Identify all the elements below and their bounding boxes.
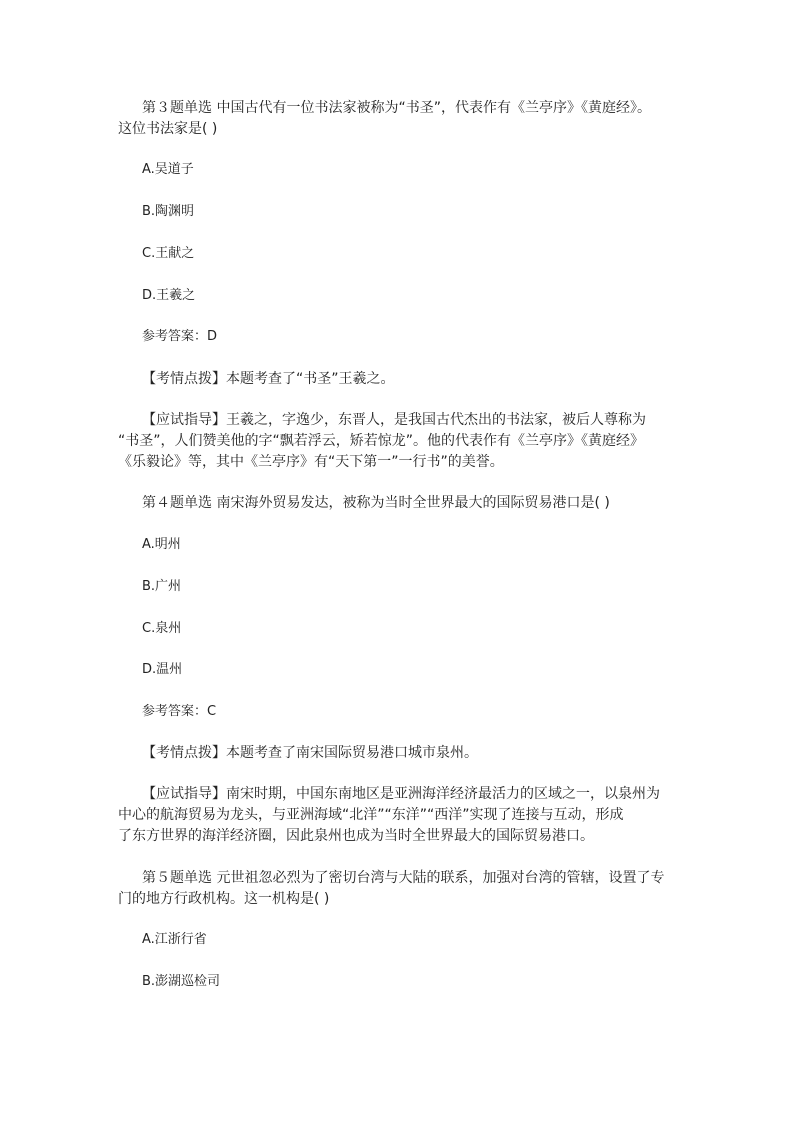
- question-4-guide-line-1: 【应试指导】南宋时期，中国东南地区是亚洲海洋经济最活力的区域之一，以泉州为: [142, 786, 660, 802]
- question-3-guide-line-1: 【应试指导】王羲之，字逸少，东晋人，是我国古代杰出的书法家，被后人尊称为: [142, 412, 646, 428]
- question-4-answer: 参考答案：C: [142, 704, 217, 719]
- question-4-guide-line-3: 了东方世界的海洋经济圈，因此泉州也成为当时全世界最大的国际贸易港口。: [118, 828, 594, 844]
- question-4-option-c: C.泉州: [142, 621, 182, 636]
- question-3-stem-line-2: 这位书法家是( ): [118, 121, 218, 137]
- question-3-guide-line-3: 《乐毅论》等，其中《兰亭序》有“天下第一”一行书”的美誉。: [118, 454, 504, 470]
- question-5-stem-line-1: 第５题单选 元世祖忽必烈为了密切台湾与大陆的联系，加强对台湾的管辖，设置了专: [142, 870, 665, 886]
- question-3-answer: 参考答案：D: [142, 329, 218, 344]
- question-3-guide-line-2: “书圣”，人们赞美他的字“飘若浮云，矫若惊龙”。他的代表作有《兰亭序》《黄庭经》: [118, 433, 645, 449]
- question-4-stem-line-1: 第４题单选 南宋海外贸易发达，被称为当时全世界最大的国际贸易港口是( ): [142, 495, 610, 511]
- question-3-stem-line-1: 第３题单选 中国古代有一位书法家被称为“书圣”，代表作有《兰亭序》《黄庭经》。: [142, 100, 651, 116]
- question-5-stem-line-2: 门的地方行政机构。这一机构是( ): [118, 891, 330, 907]
- question-5-option-a: A.江浙行省: [142, 932, 207, 947]
- question-3-option-d: D.王羲之: [142, 288, 196, 303]
- question-3-exam-point: 【考情点拨】本题考查了“书圣”王羲之。: [142, 371, 395, 387]
- question-4-option-a: A.明州: [142, 537, 181, 552]
- question-4-option-d: D.温州: [142, 662, 183, 677]
- question-4-option-b: B.广州: [142, 579, 182, 594]
- question-3-option-a: A.吴道子: [142, 162, 194, 177]
- question-5-option-b: B.澎湖巡检司: [142, 974, 221, 989]
- question-4-exam-point: 【考情点拨】本题考查了南宋国际贸易港口城市泉州。: [142, 745, 478, 761]
- question-4-guide-line-2: 中心的航海贸易为龙头，与亚洲海域“北洋”“东洋”“西洋”实现了连接与互动，形成: [118, 807, 624, 823]
- question-3-option-b: B.陶渊明: [142, 204, 195, 219]
- question-3-option-c: C.王献之: [142, 246, 195, 261]
